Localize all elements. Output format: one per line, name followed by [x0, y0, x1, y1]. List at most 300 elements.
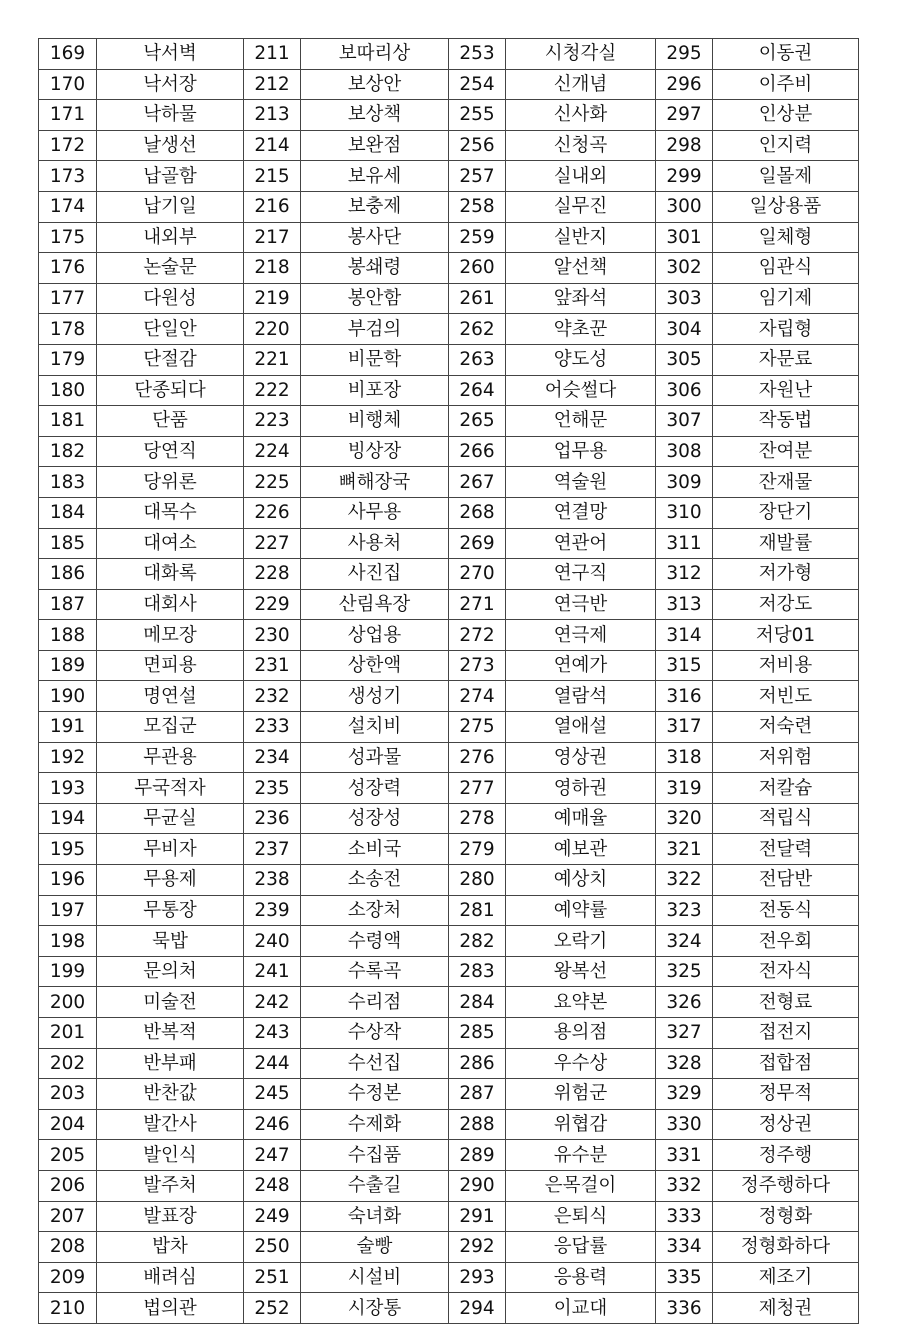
entry-word: 빙상장 [301, 436, 449, 467]
entry-word: 전자식 [713, 956, 859, 987]
entry-number: 254 [449, 69, 506, 100]
entry-number: 259 [449, 222, 506, 253]
entry-number: 275 [449, 712, 506, 743]
entry-word: 자립형 [713, 314, 859, 345]
entry-word: 우수상 [506, 1048, 656, 1079]
entry-word: 발간사 [97, 1109, 244, 1140]
entry-word: 연결망 [506, 497, 656, 528]
entry-number: 253 [449, 39, 506, 70]
entry-number: 206 [39, 1170, 97, 1201]
entry-number: 299 [656, 161, 713, 192]
entry-number: 247 [244, 1140, 301, 1171]
entry-number: 303 [656, 283, 713, 314]
entry-number: 239 [244, 895, 301, 926]
entry-word: 상업용 [301, 620, 449, 651]
entry-word: 사진집 [301, 559, 449, 590]
entry-word: 실무진 [506, 191, 656, 222]
entry-word: 봉안함 [301, 283, 449, 314]
entry-word: 연예가 [506, 650, 656, 681]
entry-number: 250 [244, 1232, 301, 1263]
entry-word: 알선책 [506, 253, 656, 284]
entry-number: 218 [244, 253, 301, 284]
table-row [39, 650, 859, 681]
entry-word: 생성기 [301, 681, 449, 712]
entry-word: 반복적 [97, 1018, 244, 1049]
entry-number: 300 [656, 191, 713, 222]
entry-word: 제청권 [713, 1293, 859, 1324]
entry-number: 311 [656, 528, 713, 559]
entry-number: 196 [39, 865, 97, 896]
entry-number: 293 [449, 1262, 506, 1293]
table-row [39, 742, 859, 773]
entry-word: 은퇴식 [506, 1201, 656, 1232]
entry-word: 소송전 [301, 865, 449, 896]
entry-number: 242 [244, 987, 301, 1018]
entry-word: 저비용 [713, 650, 859, 681]
entry-word: 일체형 [713, 222, 859, 253]
entry-word: 대화록 [97, 559, 244, 590]
entry-number: 216 [244, 191, 301, 222]
entry-number: 280 [449, 865, 506, 896]
table-row [39, 620, 859, 651]
entry-word: 설치비 [301, 712, 449, 743]
entry-word: 시설비 [301, 1262, 449, 1293]
entry-word: 무관용 [97, 742, 244, 773]
entry-word: 무비자 [97, 834, 244, 865]
entry-word: 반찬값 [97, 1079, 244, 1110]
entry-word: 부검의 [301, 314, 449, 345]
entry-number: 183 [39, 467, 97, 498]
entry-number: 217 [244, 222, 301, 253]
entry-number: 294 [449, 1293, 506, 1324]
entry-number: 316 [656, 681, 713, 712]
entry-word: 수제화 [301, 1109, 449, 1140]
entry-word: 납골함 [97, 161, 244, 192]
entry-number: 191 [39, 712, 97, 743]
entry-number: 177 [39, 283, 97, 314]
entry-word: 사용처 [301, 528, 449, 559]
entry-word: 어슷썰다 [506, 375, 656, 406]
entry-number: 185 [39, 528, 97, 559]
table-row [39, 222, 859, 253]
entry-number: 187 [39, 589, 97, 620]
table-row [39, 926, 859, 957]
entry-number: 221 [244, 344, 301, 375]
entry-word: 단절감 [97, 344, 244, 375]
entry-word: 일상용품 [713, 191, 859, 222]
entry-number: 305 [656, 344, 713, 375]
entry-number: 296 [656, 69, 713, 100]
entry-number: 286 [449, 1048, 506, 1079]
entry-number: 320 [656, 803, 713, 834]
entry-number: 331 [656, 1140, 713, 1171]
entry-word: 단종되다 [97, 375, 244, 406]
table-row [39, 497, 859, 528]
entry-number: 202 [39, 1048, 97, 1079]
entry-word: 발인식 [97, 1140, 244, 1171]
entry-word: 밥차 [97, 1232, 244, 1263]
entry-number: 178 [39, 314, 97, 345]
entry-word: 다원성 [97, 283, 244, 314]
entry-word: 약초꾼 [506, 314, 656, 345]
entry-number: 198 [39, 926, 97, 957]
entry-number: 302 [656, 253, 713, 284]
entry-word: 실반지 [506, 222, 656, 253]
entry-word: 논술문 [97, 253, 244, 284]
entry-word: 양도성 [506, 344, 656, 375]
entry-number: 211 [244, 39, 301, 70]
entry-number: 204 [39, 1109, 97, 1140]
entry-word: 저가형 [713, 559, 859, 590]
entry-number: 205 [39, 1140, 97, 1171]
table-row [39, 191, 859, 222]
entry-word: 전우회 [713, 926, 859, 957]
entry-word: 연구직 [506, 559, 656, 590]
entry-number: 265 [449, 406, 506, 437]
entry-number: 223 [244, 406, 301, 437]
entry-word: 당연직 [97, 436, 244, 467]
entry-word: 반부패 [97, 1048, 244, 1079]
entry-word: 열애설 [506, 712, 656, 743]
entry-number: 182 [39, 436, 97, 467]
entry-number: 326 [656, 987, 713, 1018]
entry-word: 영상권 [506, 742, 656, 773]
entry-word: 영하권 [506, 773, 656, 804]
table-row [39, 39, 859, 70]
table-row [39, 130, 859, 161]
entry-word: 저칼슘 [713, 773, 859, 804]
entry-word: 비행체 [301, 406, 449, 437]
entry-word: 술빵 [301, 1232, 449, 1263]
entry-number: 251 [244, 1262, 301, 1293]
entry-number: 264 [449, 375, 506, 406]
entry-number: 271 [449, 589, 506, 620]
entry-number: 213 [244, 100, 301, 131]
entry-number: 227 [244, 528, 301, 559]
entry-number: 323 [656, 895, 713, 926]
entry-number: 197 [39, 895, 97, 926]
entry-word: 무균실 [97, 803, 244, 834]
entry-word: 자문료 [713, 344, 859, 375]
entry-word: 문의처 [97, 956, 244, 987]
entry-number: 273 [449, 650, 506, 681]
table-row [39, 406, 859, 437]
entry-word: 역술원 [506, 467, 656, 498]
entry-word: 언해문 [506, 406, 656, 437]
entry-word: 정형화 [713, 1201, 859, 1232]
entry-word: 유수분 [506, 1140, 656, 1171]
entry-word: 보따리상 [301, 39, 449, 70]
entry-word: 임기제 [713, 283, 859, 314]
entry-word: 신사화 [506, 100, 656, 131]
entry-word: 봉사단 [301, 222, 449, 253]
table-row [39, 559, 859, 590]
entry-word: 산림욕장 [301, 589, 449, 620]
entry-word: 무국적자 [97, 773, 244, 804]
entry-number: 336 [656, 1293, 713, 1324]
entry-word: 예약률 [506, 895, 656, 926]
entry-word: 업무용 [506, 436, 656, 467]
table-row [39, 314, 859, 345]
entry-word: 이주비 [713, 69, 859, 100]
entry-word: 묵밥 [97, 926, 244, 957]
entry-word: 무통장 [97, 895, 244, 926]
entry-word: 봉쇄령 [301, 253, 449, 284]
entry-number: 332 [656, 1170, 713, 1201]
entry-word: 뼈해장국 [301, 467, 449, 498]
entry-number: 248 [244, 1170, 301, 1201]
entry-number: 297 [656, 100, 713, 131]
table-row [39, 100, 859, 131]
entry-word: 장단기 [713, 497, 859, 528]
entry-number: 269 [449, 528, 506, 559]
entry-number: 222 [244, 375, 301, 406]
entry-number: 173 [39, 161, 97, 192]
entry-word: 대회사 [97, 589, 244, 620]
entry-number: 313 [656, 589, 713, 620]
table-row [39, 1109, 859, 1140]
entry-word: 오락기 [506, 926, 656, 957]
entry-number: 285 [449, 1018, 506, 1049]
entry-word: 미술전 [97, 987, 244, 1018]
entry-number: 225 [244, 467, 301, 498]
table-row [39, 895, 859, 926]
entry-word: 낙서장 [97, 69, 244, 100]
entry-word: 임관식 [713, 253, 859, 284]
entry-number: 230 [244, 620, 301, 651]
entry-number: 260 [449, 253, 506, 284]
entry-word: 앞좌석 [506, 283, 656, 314]
entry-number: 195 [39, 834, 97, 865]
entry-number: 274 [449, 681, 506, 712]
entry-word: 접전지 [713, 1018, 859, 1049]
entry-number: 272 [449, 620, 506, 651]
entry-word: 성과물 [301, 742, 449, 773]
entry-number: 283 [449, 956, 506, 987]
entry-word: 수록곡 [301, 956, 449, 987]
entry-number: 175 [39, 222, 97, 253]
entry-word: 낙서벽 [97, 39, 244, 70]
table-row [39, 1293, 859, 1324]
entry-number: 228 [244, 559, 301, 590]
entry-number: 261 [449, 283, 506, 314]
entry-word: 모집군 [97, 712, 244, 743]
entry-word: 잔재물 [713, 467, 859, 498]
entry-number: 234 [244, 742, 301, 773]
entry-word: 재발률 [713, 528, 859, 559]
entry-number: 314 [656, 620, 713, 651]
table-row [39, 528, 859, 559]
entry-number: 193 [39, 773, 97, 804]
entry-number: 240 [244, 926, 301, 957]
table-row [39, 1140, 859, 1171]
entry-number: 263 [449, 344, 506, 375]
entry-word: 보완점 [301, 130, 449, 161]
entry-word: 날생선 [97, 130, 244, 161]
entry-number: 188 [39, 620, 97, 651]
entry-number: 318 [656, 742, 713, 773]
entry-number: 298 [656, 130, 713, 161]
entry-word: 소장처 [301, 895, 449, 926]
entry-number: 249 [244, 1201, 301, 1232]
entry-word: 내외부 [97, 222, 244, 253]
entry-number: 246 [244, 1109, 301, 1140]
entry-number: 277 [449, 773, 506, 804]
entry-word: 위험군 [506, 1079, 656, 1110]
entry-word: 예상치 [506, 865, 656, 896]
entry-number: 226 [244, 497, 301, 528]
entry-word: 예매율 [506, 803, 656, 834]
word-list-body [39, 39, 859, 1324]
entry-word: 정무적 [713, 1079, 859, 1110]
entry-number: 306 [656, 375, 713, 406]
entry-number: 330 [656, 1109, 713, 1140]
entry-word: 요약본 [506, 987, 656, 1018]
entry-word: 사무용 [301, 497, 449, 528]
entry-number: 324 [656, 926, 713, 957]
table-row [39, 161, 859, 192]
entry-number: 220 [244, 314, 301, 345]
entry-word: 수리점 [301, 987, 449, 1018]
entry-word: 응용력 [506, 1262, 656, 1293]
entry-word: 낙하물 [97, 100, 244, 131]
entry-word: 숙녀화 [301, 1201, 449, 1232]
entry-word: 시청각실 [506, 39, 656, 70]
entry-word: 수정본 [301, 1079, 449, 1110]
entry-word: 상한액 [301, 650, 449, 681]
table-row [39, 1048, 859, 1079]
entry-number: 219 [244, 283, 301, 314]
entry-word: 비포장 [301, 375, 449, 406]
entry-word: 수상작 [301, 1018, 449, 1049]
entry-word: 보상안 [301, 69, 449, 100]
entry-number: 267 [449, 467, 506, 498]
entry-number: 333 [656, 1201, 713, 1232]
entry-number: 170 [39, 69, 97, 100]
entry-word: 수령액 [301, 926, 449, 957]
entry-number: 199 [39, 956, 97, 987]
entry-word: 단일안 [97, 314, 244, 345]
entry-number: 174 [39, 191, 97, 222]
entry-word: 열람석 [506, 681, 656, 712]
entry-number: 210 [39, 1293, 97, 1324]
entry-number: 308 [656, 436, 713, 467]
entry-word: 발표장 [97, 1201, 244, 1232]
table-row [39, 344, 859, 375]
entry-number: 319 [656, 773, 713, 804]
entry-word: 성장성 [301, 803, 449, 834]
table-row [39, 1018, 859, 1049]
entry-number: 232 [244, 681, 301, 712]
table-row [39, 1201, 859, 1232]
entry-number: 257 [449, 161, 506, 192]
entry-number: 255 [449, 100, 506, 131]
entry-word: 인지력 [713, 130, 859, 161]
entry-word: 대목수 [97, 497, 244, 528]
entry-number: 235 [244, 773, 301, 804]
entry-number: 169 [39, 39, 97, 70]
entry-word: 법의관 [97, 1293, 244, 1324]
entry-word: 연극반 [506, 589, 656, 620]
entry-word: 일몰제 [713, 161, 859, 192]
entry-number: 208 [39, 1232, 97, 1263]
table-row [39, 681, 859, 712]
entry-word: 작동법 [713, 406, 859, 437]
table-row [39, 1232, 859, 1263]
entry-word: 이동권 [713, 39, 859, 70]
entry-number: 229 [244, 589, 301, 620]
entry-number: 309 [656, 467, 713, 498]
entry-number: 304 [656, 314, 713, 345]
entry-word: 전달력 [713, 834, 859, 865]
entry-word: 저강도 [713, 589, 859, 620]
entry-number: 201 [39, 1018, 97, 1049]
entry-word: 면피용 [97, 650, 244, 681]
table-row [39, 834, 859, 865]
entry-number: 190 [39, 681, 97, 712]
entry-word: 비문학 [301, 344, 449, 375]
entry-number: 192 [39, 742, 97, 773]
entry-word: 납기일 [97, 191, 244, 222]
entry-word: 보유세 [301, 161, 449, 192]
entry-word: 이교대 [506, 1293, 656, 1324]
entry-number: 184 [39, 497, 97, 528]
entry-number: 172 [39, 130, 97, 161]
entry-number: 325 [656, 956, 713, 987]
table-row [39, 803, 859, 834]
entry-number: 268 [449, 497, 506, 528]
entry-word: 당위론 [97, 467, 244, 498]
entry-word: 제조기 [713, 1262, 859, 1293]
entry-number: 270 [449, 559, 506, 590]
entry-word: 명연설 [97, 681, 244, 712]
table-row [39, 1079, 859, 1110]
entry-word: 보상책 [301, 100, 449, 131]
word-list-table [38, 38, 859, 1324]
entry-number: 287 [449, 1079, 506, 1110]
entry-word: 저위험 [713, 742, 859, 773]
entry-number: 214 [244, 130, 301, 161]
entry-word: 수집품 [301, 1140, 449, 1171]
entry-word: 정형화하다 [713, 1232, 859, 1263]
entry-number: 307 [656, 406, 713, 437]
table-row [39, 712, 859, 743]
entry-word: 무용제 [97, 865, 244, 896]
table-row [39, 987, 859, 1018]
entry-word: 대여소 [97, 528, 244, 559]
entry-word: 연극제 [506, 620, 656, 651]
entry-number: 291 [449, 1201, 506, 1232]
table-row [39, 773, 859, 804]
entry-word: 자원난 [713, 375, 859, 406]
entry-number: 290 [449, 1170, 506, 1201]
entry-number: 186 [39, 559, 97, 590]
table-row [39, 956, 859, 987]
entry-word: 정상권 [713, 1109, 859, 1140]
entry-number: 238 [244, 865, 301, 896]
entry-word: 적립식 [713, 803, 859, 834]
entry-number: 335 [656, 1262, 713, 1293]
entry-number: 266 [449, 436, 506, 467]
entry-word: 잔여분 [713, 436, 859, 467]
entry-number: 212 [244, 69, 301, 100]
entry-number: 295 [656, 39, 713, 70]
entry-number: 237 [244, 834, 301, 865]
entry-number: 236 [244, 803, 301, 834]
entry-word: 메모장 [97, 620, 244, 651]
entry-number: 321 [656, 834, 713, 865]
entry-word: 용의점 [506, 1018, 656, 1049]
